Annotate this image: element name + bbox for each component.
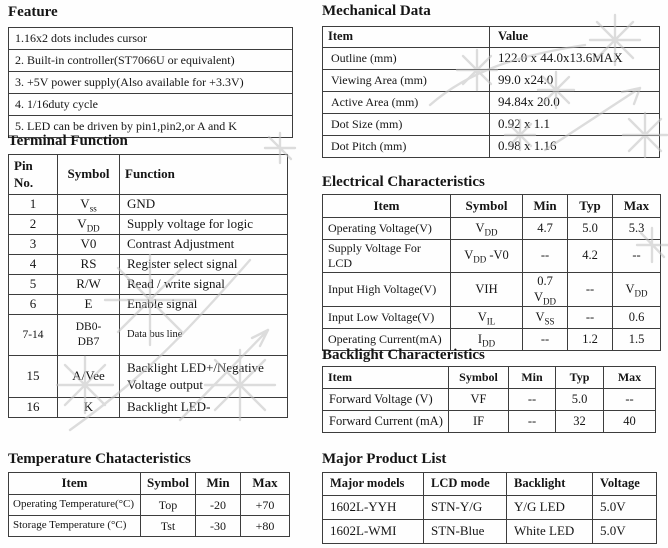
table-header-row (323, 367, 656, 389)
table-row (9, 295, 288, 315)
cell-max: -- (604, 389, 656, 411)
backlight-characteristics-table (322, 366, 656, 433)
cell-max: 0.6 (613, 307, 661, 329)
terminal-function-table (8, 154, 288, 418)
cell-model: 1602L-WMI (323, 520, 424, 544)
cell-function: GND (120, 195, 288, 215)
temperature-characteristics-table (8, 472, 290, 537)
col-header-max: Max (604, 367, 656, 389)
cell-pin: 5 (9, 275, 58, 295)
col-header-symbol: Symbol (58, 155, 120, 195)
cell-min: -- (509, 411, 556, 433)
table-row (9, 215, 288, 235)
table-header-row (323, 195, 661, 218)
col-header-item: Item (323, 27, 490, 48)
cell-value: 0.92 x 1.1 (490, 114, 660, 136)
table-row (9, 275, 288, 295)
section-title-feature: Feature (8, 4, 58, 20)
table-row (9, 516, 290, 537)
cell-voltage: 5.0V (593, 496, 657, 520)
cell-min: -- (523, 329, 568, 351)
cell-max: 1.5 (613, 329, 661, 351)
cell-min: -- (509, 389, 556, 411)
cell-function: Read / write signal (120, 275, 288, 295)
feature-item: 3. +5V power supply(Also available for +3.3V) (9, 72, 293, 94)
cell-typ: 1.2 (568, 329, 613, 351)
cell-symbol: $V_{DD}$ (58, 215, 120, 235)
col-header-min: Min (523, 195, 568, 218)
table-row (9, 195, 288, 215)
cell-item: Input Low Voltage(V) (323, 307, 451, 329)
col-header-item: Item (323, 367, 449, 389)
col-header-item: Item (323, 195, 451, 218)
cell-value: 94.84x 20.0 (490, 92, 660, 114)
cell-pin: 6 (9, 295, 58, 315)
table-row (9, 315, 288, 356)
col-header-major-models: Major models (323, 473, 424, 496)
feature-table (8, 27, 293, 138)
col-header-voltage: Voltage (593, 473, 657, 496)
feature-item: 1.16x2 dots includes cursor (9, 28, 293, 50)
cell-item: Input High Voltage(V) (323, 273, 451, 307)
cell-pin: 4 (9, 255, 58, 275)
cell-function: Register select signal (120, 255, 288, 275)
cell-typ: 4.2 (568, 240, 613, 273)
cell-function: Contrast Adjustment (120, 235, 288, 255)
cell-symbol: R/W (58, 275, 120, 295)
cell-min: -- (523, 240, 568, 273)
cell-item: Operating Temperature(°C) (9, 495, 141, 516)
table-row (323, 273, 661, 307)
table-row (323, 520, 657, 544)
cell-item: Storage Temperature (°C) (9, 516, 141, 537)
table-row (323, 136, 660, 158)
cell-typ: 5.0 (568, 218, 613, 240)
table-header-row (323, 27, 660, 48)
cell-function: Supply voltage for logic (120, 215, 288, 235)
cell-item: Forward Current (mA) (323, 411, 449, 433)
cell-backlight: White LED (507, 520, 593, 544)
cell-symbol: $V_{DD}$ -V0 (451, 240, 523, 273)
cell-typ: 32 (556, 411, 604, 433)
table-row (9, 235, 288, 255)
cell-voltage: 5.0V (593, 520, 657, 544)
cell-function: Backlight LED- (120, 398, 288, 418)
cell-min: 4.7 (523, 218, 568, 240)
electrical-characteristics-table (322, 194, 661, 351)
cell-symbol: E (58, 295, 120, 315)
cell-symbol: $V_{DD}$ (451, 218, 523, 240)
col-header-symbol: Symbol (449, 367, 509, 389)
cell-max: +80 (241, 516, 290, 537)
table-row (9, 28, 293, 50)
cell-function: Enable signal (120, 295, 288, 315)
cell-lcd-mode: STN-Blue (424, 520, 507, 544)
table-row (9, 356, 288, 398)
cell-backlight: Y/G LED (507, 496, 593, 520)
cell-typ: -- (568, 307, 613, 329)
cell-item: Active Area (mm) (323, 92, 490, 114)
cell-min: 0.7 $V_{DD}$ (523, 273, 568, 307)
col-header-max: Max (241, 473, 290, 495)
section-title-major-product-list: Major Product List (322, 451, 447, 467)
feature-item: 4. 1/16duty cycle (9, 94, 293, 116)
table-row (323, 240, 661, 273)
cell-symbol: VF (449, 389, 509, 411)
cell-symbol: $I_{DD}$ (451, 329, 523, 351)
section-title-mechanical: Mechanical Data (322, 3, 431, 19)
col-header-backlight: Backlight (507, 473, 593, 496)
cell-function: Data bus line (120, 315, 288, 356)
cell-min: $V_{SS}$ (523, 307, 568, 329)
cell-lcd-mode: STN-Y/G (424, 496, 507, 520)
cell-value: 99.0 x24.0 (490, 70, 660, 92)
cell-item: Operating Voltage(V) (323, 218, 451, 240)
cell-max: -- (613, 240, 661, 273)
cell-max: +70 (241, 495, 290, 516)
table-row (323, 114, 660, 136)
cell-max: 40 (604, 411, 656, 433)
cell-item: Forward Voltage (V) (323, 389, 449, 411)
cell-pin: 1 (9, 195, 58, 215)
table-row (9, 398, 288, 418)
cell-item: Dot Pitch (mm) (323, 136, 490, 158)
cell-max: $V_{DD}$ (613, 273, 661, 307)
col-header-min: Min (196, 473, 241, 495)
cell-max: 5.3 (613, 218, 661, 240)
cell-item: Dot Size (mm) (323, 114, 490, 136)
table-row (9, 495, 290, 516)
cell-pin: 7-14 (9, 315, 58, 356)
cell-pin: 2 (9, 215, 58, 235)
cell-pin: 15 (9, 356, 58, 398)
table-row (323, 70, 660, 92)
cell-typ: -- (568, 273, 613, 307)
table-row (9, 255, 288, 275)
cell-value: 122.0 x 44.0x13.6MAX (490, 48, 660, 70)
major-product-list-table (322, 472, 657, 544)
table-row (323, 307, 661, 329)
table-row (323, 48, 660, 70)
col-header-symbol: Symbol (451, 195, 523, 218)
cell-symbol: Tst (141, 516, 196, 537)
table-row (9, 72, 293, 94)
cell-item: Operating Current(mA) (323, 329, 451, 351)
col-header-typ: Typ (556, 367, 604, 389)
table-row (9, 94, 293, 116)
col-header-typ: Typ (568, 195, 613, 218)
table-header-row (9, 155, 288, 195)
section-title-temperature: Temperature Chatacteristics (8, 451, 191, 467)
col-header-item: Item (9, 473, 141, 495)
cell-symbol: $V_{IL}$ (451, 307, 523, 329)
table-row (9, 50, 293, 72)
table-header-row (323, 473, 657, 496)
col-header-symbol: Symbol (141, 473, 196, 495)
cell-symbol: RS (58, 255, 120, 275)
cell-model: 1602L-YYH (323, 496, 424, 520)
feature-item: 5. LED can be driven by pin1,pin2,or A and K (9, 116, 293, 138)
cell-symbol: DB0- DB7 (58, 315, 120, 356)
mechanical-data-table (322, 26, 660, 158)
feature-item: 2. Built-in controller(ST7066U or equivalent) (9, 50, 293, 72)
section-title-terminal-function: Terminal Function (8, 133, 128, 149)
table-row (323, 496, 657, 520)
col-header-min: Min (509, 367, 556, 389)
cell-symbol: IF (449, 411, 509, 433)
cell-min: -20 (196, 495, 241, 516)
table-header-row (9, 473, 290, 495)
col-header-pin: Pin No. (9, 155, 58, 195)
cell-pin: 3 (9, 235, 58, 255)
col-header-max: Max (613, 195, 661, 218)
col-header-value: Value (490, 27, 660, 48)
table-row (323, 218, 661, 240)
cell-symbol: Top (141, 495, 196, 516)
cell-item: Viewing Area (mm) (323, 70, 490, 92)
cell-symbol: A/Vee (58, 356, 120, 398)
cell-symbol: V0 (58, 235, 120, 255)
cell-value: 0.98 x 1.16 (490, 136, 660, 158)
section-title-electrical: Electrical Characteristics (322, 174, 485, 190)
cell-item: Supply Voltage For LCD (323, 240, 451, 273)
cell-pin: 16 (9, 398, 58, 418)
cell-symbol: K (58, 398, 120, 418)
cell-symbol: VIH (451, 273, 523, 307)
table-row (323, 411, 656, 433)
cell-typ: 5.0 (556, 389, 604, 411)
cell-symbol: $V_{ss}$ (58, 195, 120, 215)
section-title-backlight: Backlight Characteristics (322, 347, 485, 363)
cell-item: Outline (mm) (323, 48, 490, 70)
cell-min: -30 (196, 516, 241, 537)
col-header-lcd-mode: LCD mode (424, 473, 507, 496)
table-row (323, 92, 660, 114)
cell-function: Backlight LED+/Negative Voltage output (120, 356, 288, 398)
table-row (323, 389, 656, 411)
col-header-function: Function (120, 155, 288, 195)
